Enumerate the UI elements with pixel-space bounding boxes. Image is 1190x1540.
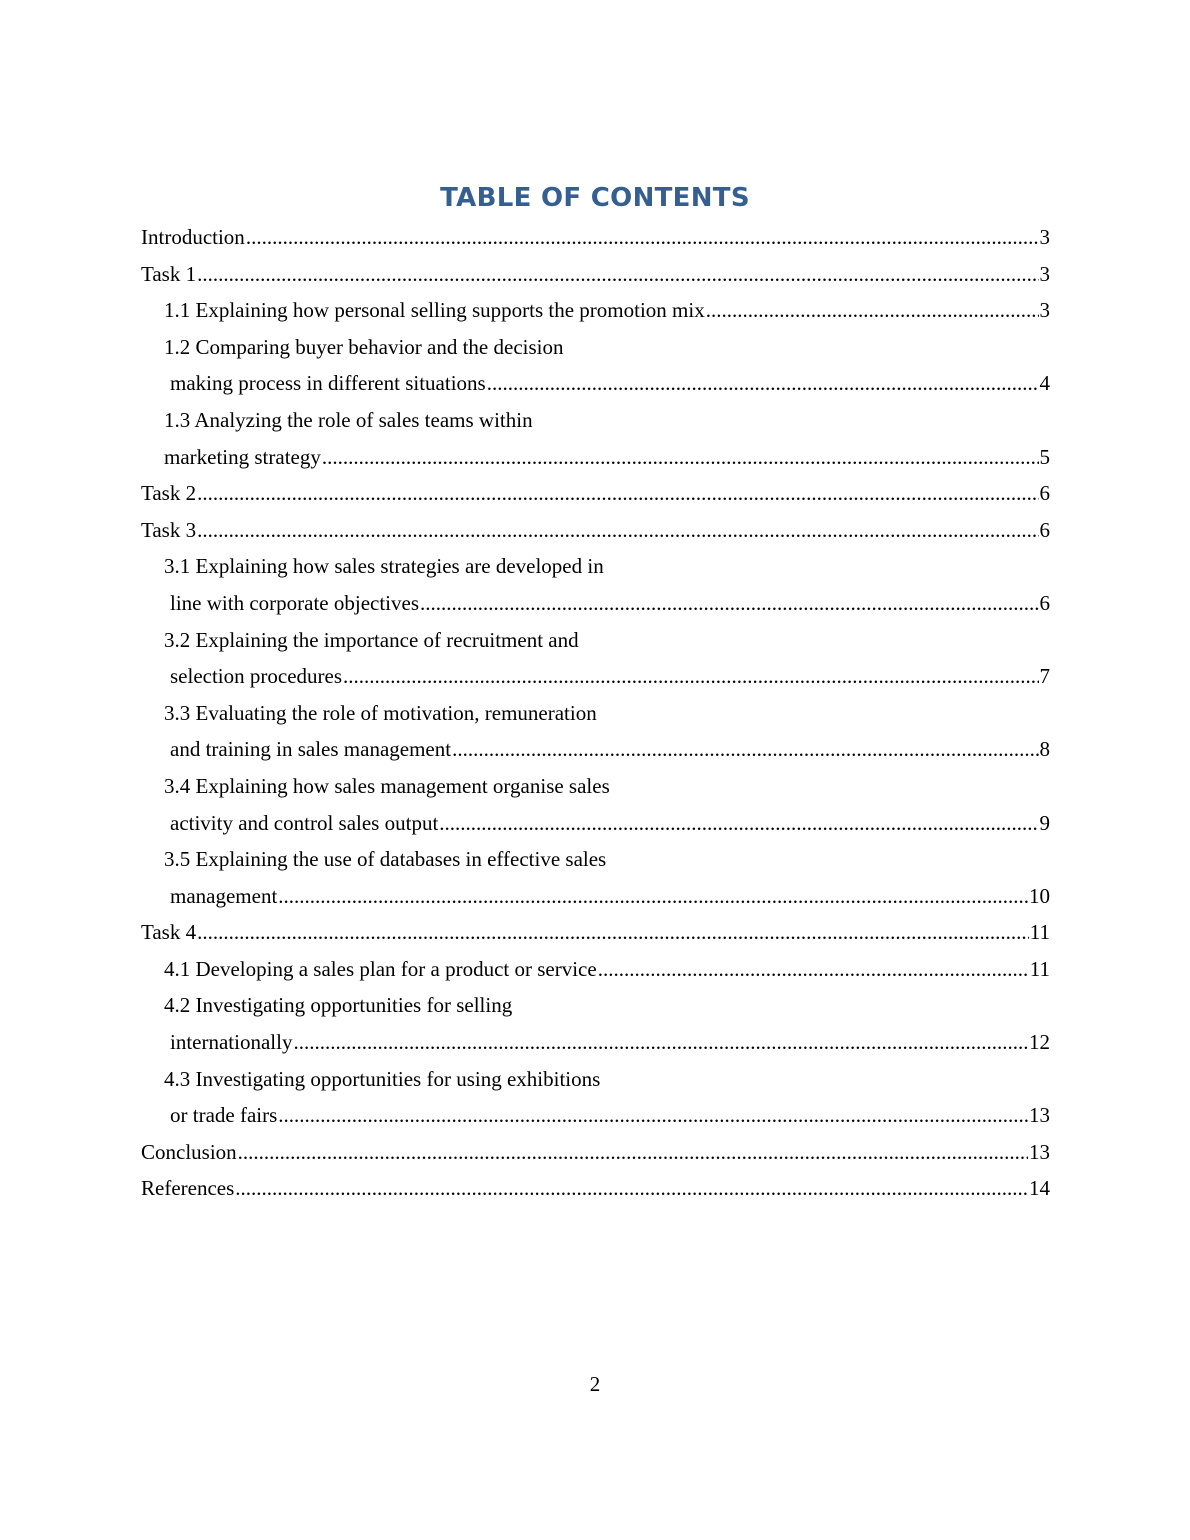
toc-page-number: 6 bbox=[1039, 481, 1050, 506]
toc-dot-leader bbox=[197, 475, 1038, 512]
table-of-contents bbox=[141, 219, 1050, 1207]
toc-entry-1-3-line-1[interactable] bbox=[141, 402, 1050, 439]
toc-page-number: 14 bbox=[1029, 1176, 1050, 1201]
toc-entry-label: 3.2 Explaining the importance of recruitment and bbox=[164, 627, 579, 652]
toc-entry-1-1[interactable] bbox=[141, 292, 1050, 329]
toc-entry-label: Task 3 bbox=[141, 517, 197, 542]
toc-entry-label: 3.5 Explaining the use of databases in effective sales bbox=[164, 847, 607, 872]
toc-entry-label: 3.1 Explaining how sales strategies are developed in bbox=[164, 554, 604, 579]
footer-page-number: 2 bbox=[589, 1372, 601, 1396]
toc-entry-label-continued: internationally bbox=[170, 1030, 293, 1055]
toc-page-number: 13 bbox=[1029, 1103, 1050, 1128]
toc-entry-3-4-line-1[interactable] bbox=[141, 768, 1050, 805]
toc-entry-3-4-line-2[interactable] bbox=[141, 805, 1050, 842]
toc-page-number: 3 bbox=[1039, 225, 1050, 249]
toc-entry-4-3-line-2[interactable] bbox=[141, 1097, 1050, 1134]
toc-dot-leader bbox=[439, 805, 1038, 842]
toc-page-number: 13 bbox=[1029, 1139, 1050, 1164]
toc-dot-leader bbox=[293, 1024, 1028, 1061]
toc-entry-label: 3.3 Evaluating the role of motivation, remuneration bbox=[164, 700, 597, 725]
toc-entry-task-1[interactable] bbox=[141, 256, 1050, 293]
toc-page-number: 10 bbox=[1029, 883, 1050, 908]
toc-entry-conclusion[interactable] bbox=[141, 1134, 1050, 1171]
toc-entry-3-2-line-1[interactable] bbox=[141, 622, 1050, 659]
toc-page-number: 12 bbox=[1029, 1030, 1050, 1055]
toc-entry-label-continued: and training in sales management bbox=[170, 737, 452, 762]
toc-dot-leader bbox=[278, 1097, 1028, 1134]
toc-dot-leader bbox=[598, 951, 1029, 988]
toc-entry-1-3-line-2[interactable] bbox=[141, 439, 1050, 476]
toc-entry-label-continued: activity and control sales output bbox=[170, 810, 439, 835]
toc-entry-references[interactable] bbox=[141, 1170, 1050, 1207]
toc-page-number: 11 bbox=[1029, 956, 1050, 981]
toc-page-number: 6 bbox=[1039, 517, 1050, 542]
toc-page-number: 5 bbox=[1039, 444, 1050, 469]
toc-entry-label-continued: selection procedures bbox=[170, 664, 343, 689]
toc-entry-4-2-line-1[interactable] bbox=[141, 987, 1050, 1024]
toc-entry-4-1[interactable] bbox=[141, 951, 1050, 988]
toc-entry-1-2-line-1[interactable] bbox=[141, 329, 1050, 366]
toc-dot-leader bbox=[452, 731, 1038, 768]
toc-entry-label-continued: making process in different situations bbox=[170, 371, 486, 396]
toc-page-number: 9 bbox=[1039, 810, 1050, 835]
toc-entry-label: 1.3 Analyzing the role of sales teams within bbox=[164, 407, 533, 432]
toc-page-number: 11 bbox=[1029, 920, 1050, 945]
toc-page-number: 6 bbox=[1039, 590, 1050, 615]
toc-page-number: 8 bbox=[1039, 737, 1050, 762]
toc-entry-label: 1.2 Comparing buyer behavior and the decision bbox=[164, 334, 564, 359]
toc-dot-leader bbox=[278, 878, 1028, 915]
toc-entry-label: Introduction bbox=[141, 225, 245, 249]
toc-entry-label: Task 4 bbox=[141, 920, 197, 945]
toc-entry-label: References bbox=[141, 1176, 235, 1201]
toc-entry-task-2[interactable] bbox=[141, 475, 1050, 512]
toc-entry-1-2-line-2[interactable] bbox=[141, 365, 1050, 402]
toc-dot-leader bbox=[197, 914, 1029, 951]
toc-entry-3-2-line-2[interactable] bbox=[141, 658, 1050, 695]
toc-dot-leader bbox=[197, 256, 1038, 293]
toc-dot-leader bbox=[487, 365, 1039, 402]
toc-entry-3-1-line-1[interactable] bbox=[141, 548, 1050, 585]
toc-entry-label: 1.1 Explaining how personal selling supports the promotion mix bbox=[164, 298, 705, 323]
toc-dot-leader bbox=[706, 292, 1039, 329]
toc-dot-leader bbox=[238, 1134, 1028, 1171]
toc-dot-leader bbox=[420, 585, 1039, 622]
toc-entry-introduction[interactable] bbox=[141, 219, 1050, 256]
toc-entry-3-5-line-1[interactable] bbox=[141, 841, 1050, 878]
toc-entry-label: 3.4 Explaining how sales management organise sales bbox=[164, 773, 610, 798]
page-title: TABLE OF CONTENTS bbox=[440, 183, 750, 213]
toc-page-number: 7 bbox=[1039, 664, 1050, 689]
toc-page-number: 4 bbox=[1039, 371, 1050, 396]
toc-entry-3-3-line-2[interactable] bbox=[141, 731, 1050, 768]
toc-entry-label-continued: or trade fairs bbox=[170, 1103, 278, 1128]
toc-entry-label: Task 2 bbox=[141, 481, 197, 506]
toc-entry-label-continued: marketing strategy bbox=[164, 444, 321, 469]
toc-dot-leader bbox=[197, 512, 1038, 549]
toc-page-number: 3 bbox=[1039, 298, 1050, 323]
toc-entry-4-2-line-2[interactable] bbox=[141, 1024, 1050, 1061]
toc-entry-label: Conclusion bbox=[141, 1139, 237, 1164]
toc-dot-leader bbox=[246, 219, 1039, 256]
toc-entry-label: 4.2 Investigating opportunities for selling bbox=[164, 993, 513, 1018]
toc-entry-task-3[interactable] bbox=[141, 512, 1050, 549]
toc-dot-leader bbox=[235, 1170, 1028, 1207]
toc-dot-leader bbox=[322, 439, 1039, 476]
toc-page-number: 3 bbox=[1039, 261, 1050, 286]
toc-entry-label: Task 1 bbox=[141, 261, 197, 286]
toc-entry-label: 4.3 Investigating opportunities for using exhibitions bbox=[164, 1066, 601, 1091]
toc-entry-4-3-line-1[interactable] bbox=[141, 1061, 1050, 1098]
toc-entry-3-5-line-2[interactable] bbox=[141, 878, 1050, 915]
toc-dot-leader bbox=[343, 658, 1038, 695]
toc-entry-task-4[interactable] bbox=[141, 914, 1050, 951]
toc-entry-label: 4.1 Developing a sales plan for a product or service bbox=[164, 956, 597, 981]
toc-entry-label-continued: line with corporate objectives bbox=[170, 590, 419, 615]
toc-entry-3-3-line-1[interactable] bbox=[141, 695, 1050, 732]
toc-entry-label-continued: management bbox=[170, 883, 278, 908]
toc-entry-3-1-line-2[interactable] bbox=[141, 585, 1050, 622]
